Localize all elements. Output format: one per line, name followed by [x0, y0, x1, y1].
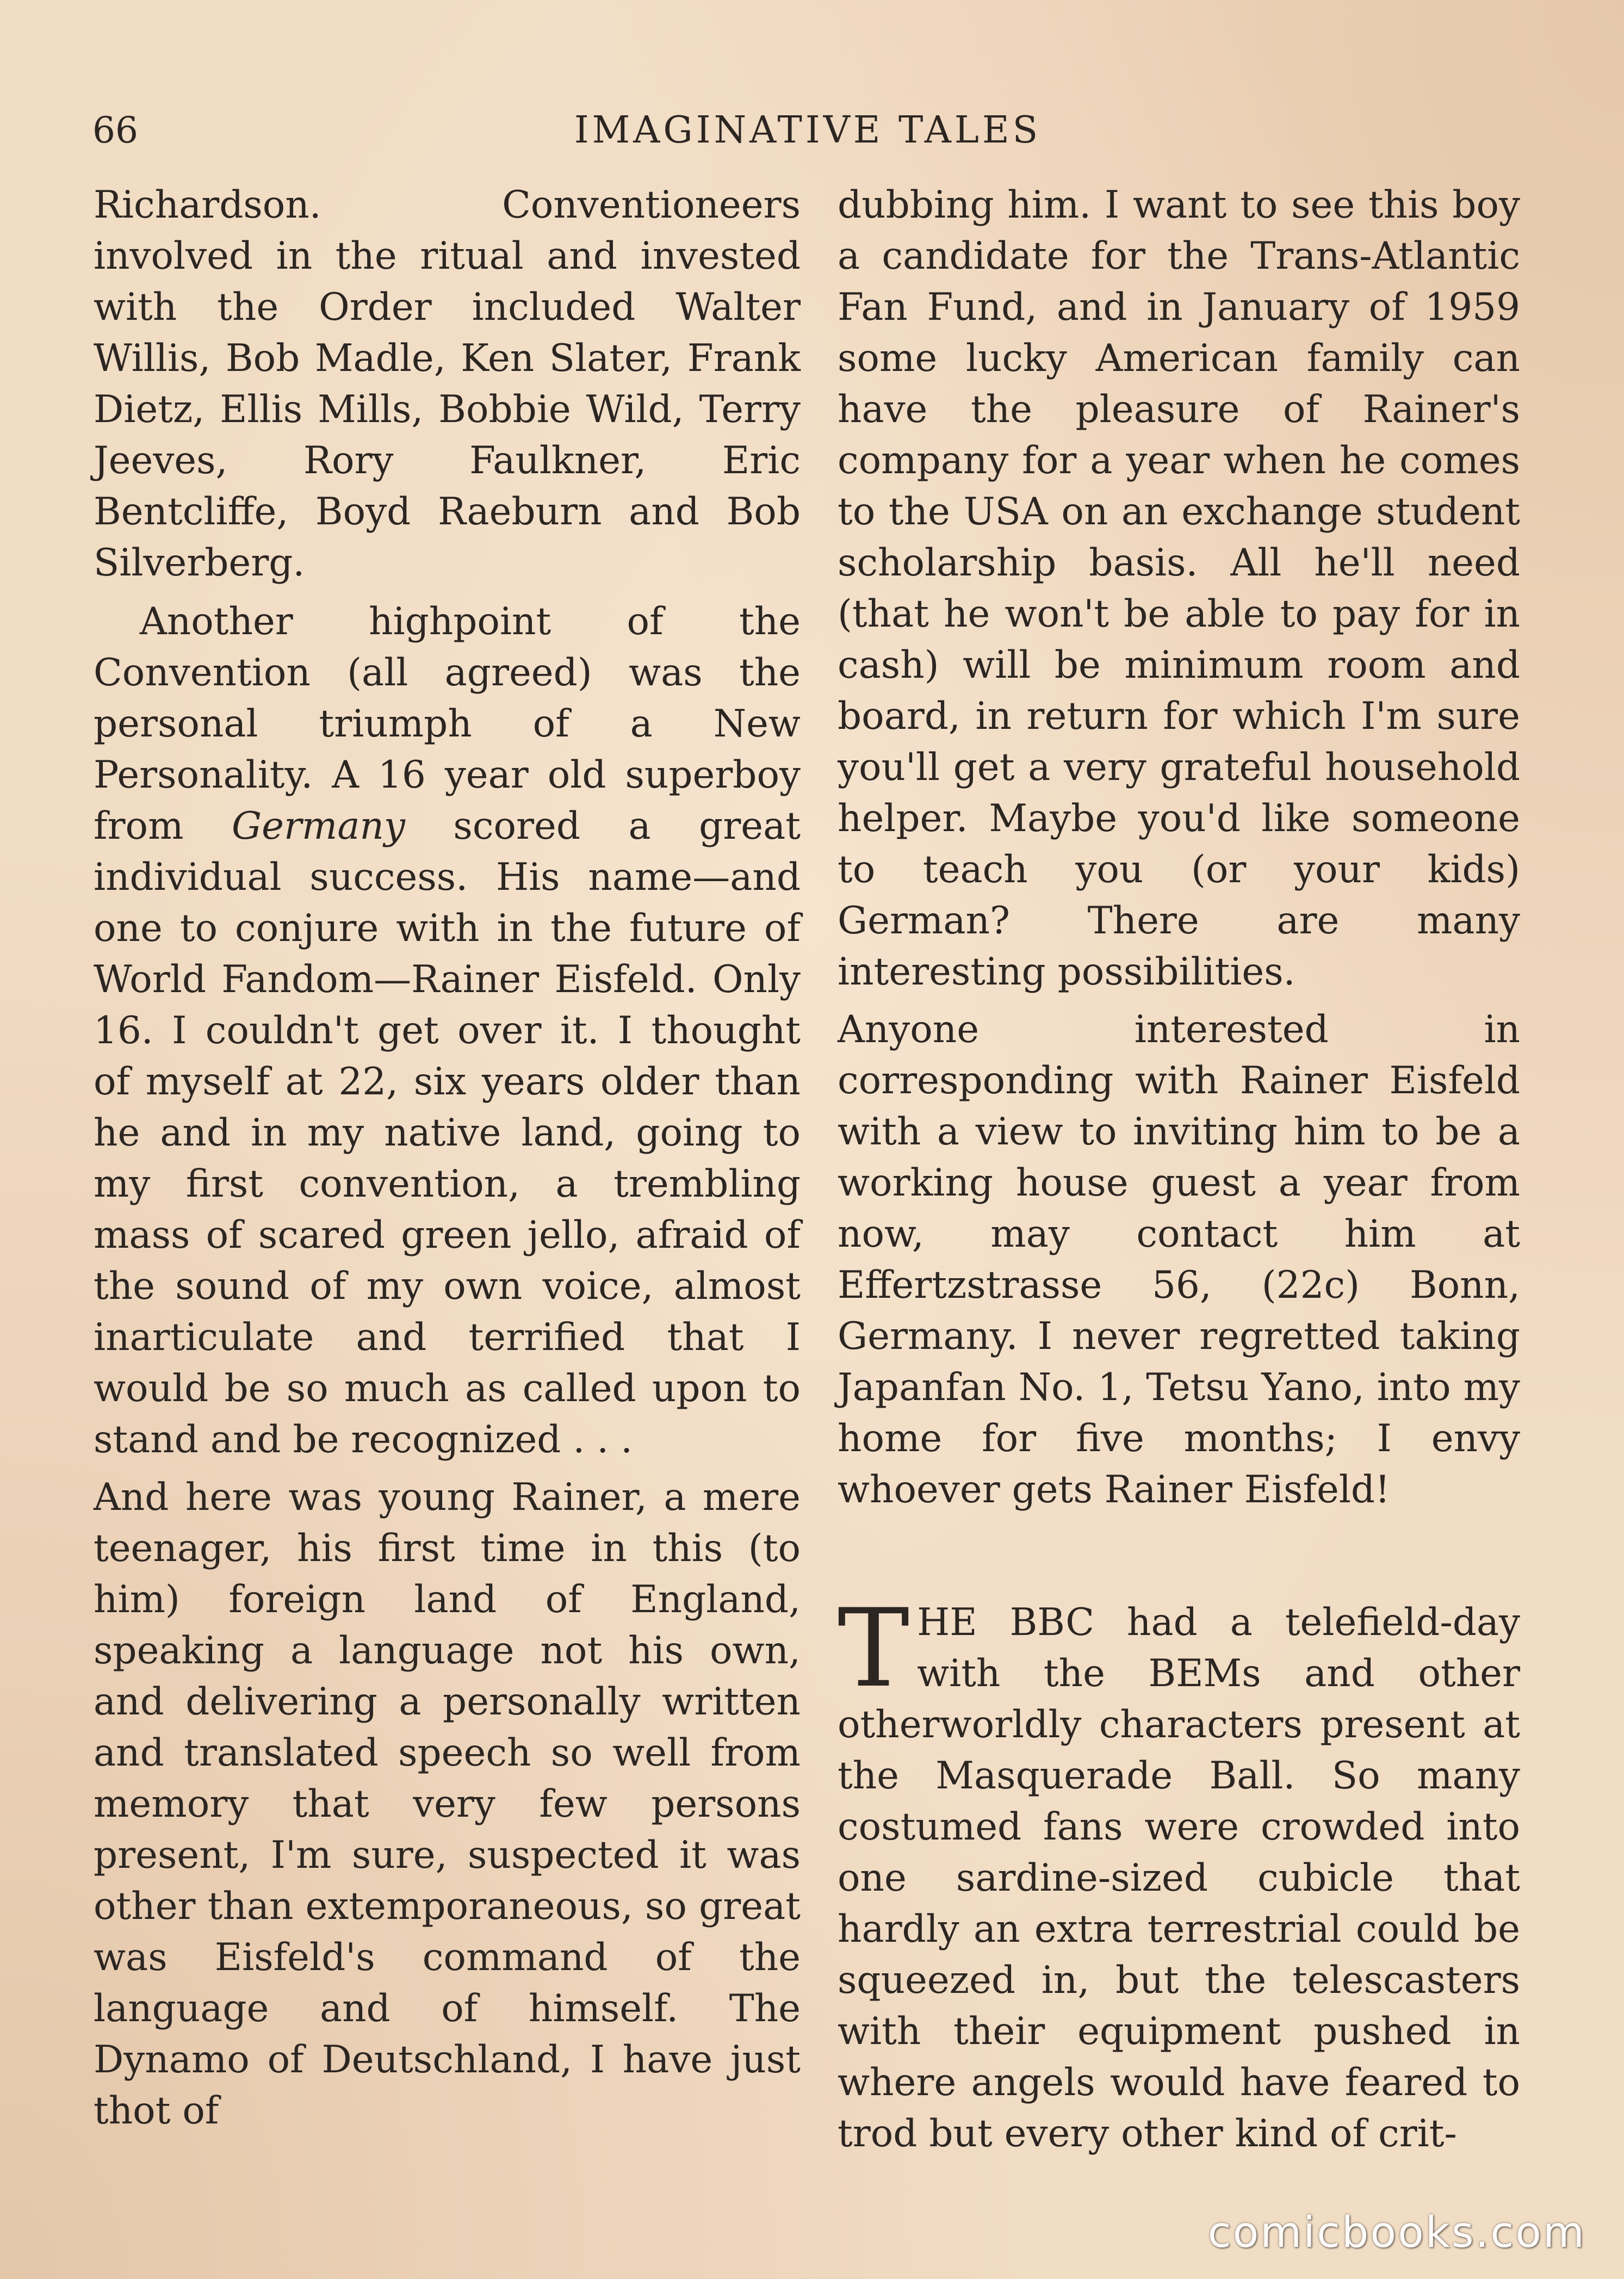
paragraph: And here was young Rainer, a mere teenager, his first time in this (to him) foreign land of England, speaking a language not his own, and delivering a personally written and translated speech so well from memory that very few persons present, I'm sure, suspected it was other than extemporaneous, so great was Eisfeld's command of the language and of himself. The Dynamo of Deutschland, I have just thot of	[94, 1476, 801, 2133]
drop-cap: T	[838, 1586, 910, 1711]
paragraph: Anyone interested in corresponding with Rainer Eisfeld with a view to inviting him to be a working house guest a year from now, may contact him at Effertzstrasse 56, (22c) Bonn, Germany. I never regretted taking Japanfan No. 1, Tetsu Yano, into my home for five months; I envy whoever gets Rainer Eisfeld!	[838, 1008, 1520, 1512]
paragraph-text: scored a great individual success. His name—and one to conjure with in the future of World Fandom—Rainer Eisfeld. Only 16. I couldn't get over it. I thought of myself at 22, six years older than he and in my native land, going to my first convention, a trembling mass of scared green jello, afraid of the sound of my own voice, almost inarticulate and terrified that I would be so much as called upon to stand and be recognized . . .	[94, 804, 801, 1461]
paragraph	[94, 596, 801, 1465]
section-paragraph	[838, 1586, 1520, 2159]
paragraph: dubbing him. I want to see this boy a candidate for the Trans-Atlantic Fan Fund, and in January of 1959 some lucky American family can have the pleasure of Rainer's company for a year when he comes to the USA on an exchange student scholarship basis. All he'll need (that he won't be able to pay for in cash) will be minimum room and board, in return for which I'm sure you'll get a very grateful household helper. Maybe you'd like someone to teach you (or your kids) German? There are many interesting possibilities.	[838, 183, 1520, 994]
italic-text: Germany	[232, 804, 405, 848]
paragraph-text: HE BBC had a telefield-day with the BEMs and other otherworldly characters present at the Masquerade Ball. So many costumed fans were crowded into one sardine-sized cubicle that hardly an extra terrestrial could be squeezed in, but the telescasters with their equipment pushed in where angels would have feared to trod but every other kind of crit-	[838, 1601, 1520, 2156]
left-column	[94, 179, 801, 2136]
page-number: 66	[92, 109, 138, 151]
watermark: comicbooks.com	[1207, 2208, 1586, 2257]
running-head: IMAGINATIVE TALES	[574, 109, 1042, 152]
right-column	[838, 179, 1520, 2159]
paragraph-text: Another highpoint of the Convention (all agreed) was the personal triumph of a New Personality. A 16 year old superboy from	[94, 600, 801, 848]
paragraph: Richardson. Conventioneers involved in the ritual and invested with the Order included Walter Willis, Bob Madle, Ken Slater, Frank Dietz, Ellis Mills, Bobbie Wild, Terry Jeeves, Rory Faulkner, Eric Bentcliffe, Boyd Raeburn and Bob Silverberg.	[94, 183, 801, 585]
page-header	[92, 103, 1523, 158]
